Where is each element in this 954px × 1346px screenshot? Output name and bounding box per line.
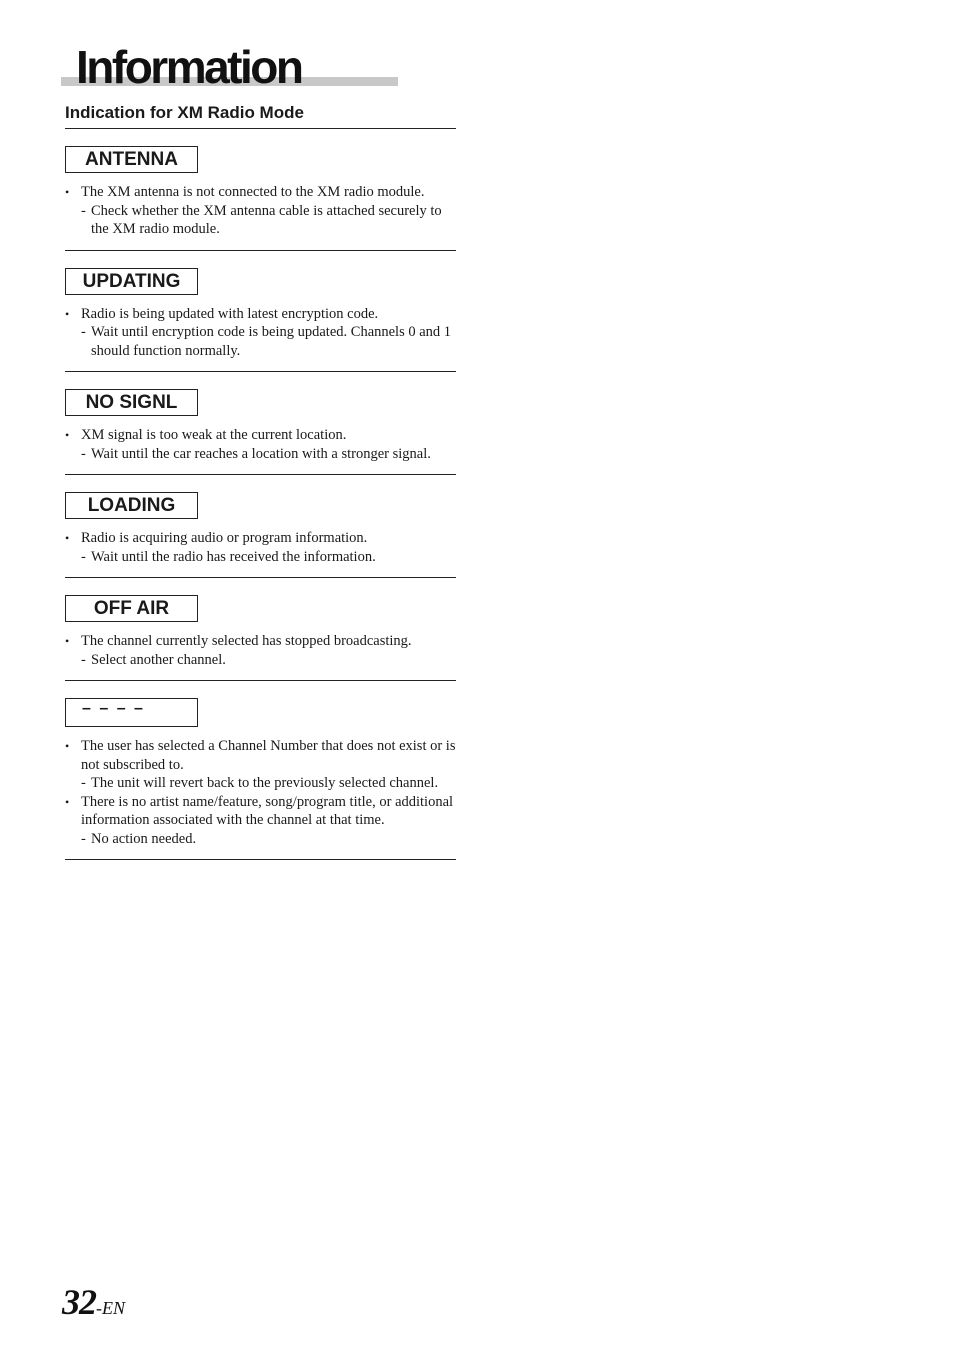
dash-icon: -: [81, 775, 86, 791]
indication-no-channel: [65, 681, 456, 860]
indication-loading: [65, 475, 456, 578]
sub-item: [65, 202, 456, 239]
sub-item-text: Wait until the radio has received the information.: [91, 548, 376, 565]
bullet-icon: •: [65, 306, 70, 321]
sub-item-text: Wait until encryption code is being updated. Channels 0 and 1 should function normally.: [91, 324, 452, 359]
item-text: Radio is acquiring audio or program information.: [81, 530, 368, 546]
indication-antenna: [65, 129, 456, 251]
sub-item-text: Check whether the XM antenna cable is attached securely to the XM radio module.: [91, 202, 442, 237]
page-number-value: 32: [62, 1282, 96, 1322]
sub-item: [65, 774, 456, 793]
item-text: The channel currently selected has stopped broadcasting.: [81, 633, 412, 649]
list-item: [65, 426, 456, 445]
indicator-label: – – – –: [65, 698, 198, 727]
indicator-label: ANTENNA: [65, 146, 198, 173]
list-item: [65, 793, 456, 830]
content-column: [65, 102, 456, 860]
item-text: The XM antenna is not connected to the XM radio module.: [81, 184, 425, 200]
indicator-label: NO SIGNL: [65, 389, 198, 416]
sub-item: [65, 445, 456, 464]
sub-item: [65, 651, 456, 670]
dash-icon: -: [81, 202, 86, 219]
list-item: [65, 632, 456, 651]
list-item: [65, 183, 456, 202]
sub-item: [65, 323, 456, 360]
section-heading: Indication for XM Radio Mode: [65, 102, 456, 129]
dash-icon: -: [81, 830, 86, 847]
list-item: [65, 737, 456, 774]
page-language-suffix: -EN: [96, 1298, 125, 1318]
indicator-label: LOADING: [65, 492, 198, 519]
indication-updating: [65, 251, 456, 373]
bullet-icon: •: [65, 634, 70, 648]
item-text: The user has selected a Channel Number that does not exist or is not subscribed to.: [81, 738, 456, 773]
item-text: There is no artist name/feature, song/program title, or additional information associated with the channel at that time.: [81, 793, 454, 828]
indicator-label: OFF AIR: [65, 595, 198, 622]
sub-item-text: No action needed.: [91, 830, 197, 847]
bullet-icon: •: [65, 531, 70, 545]
page-title: Information: [76, 41, 302, 93]
indication-off-air: [65, 578, 456, 681]
dash-icon: -: [81, 324, 86, 340]
sub-item-text: Select another channel.: [91, 651, 226, 668]
page-number: [62, 1281, 125, 1323]
dash-icon: -: [81, 651, 86, 668]
bullet-icon: •: [65, 185, 70, 199]
item-text: Radio is being updated with latest encryption code.: [81, 305, 379, 322]
sub-item: [65, 548, 456, 567]
indication-no-signal: [65, 372, 456, 475]
list-item: [65, 305, 456, 324]
list-item: [65, 529, 456, 548]
sub-item-text: Wait until the car reaches a location with a stronger signal.: [91, 445, 431, 462]
bullet-icon: •: [65, 739, 70, 753]
item-text: XM signal is too weak at the current location.: [81, 427, 347, 443]
bullet-icon: •: [65, 794, 70, 809]
bullet-icon: •: [65, 428, 70, 442]
dash-icon: -: [81, 445, 86, 462]
dash-icon: -: [81, 548, 86, 565]
indicator-label: UPDATING: [65, 268, 198, 295]
sub-item-text: The unit will revert back to the previously selected channel.: [91, 775, 439, 791]
sub-item: [65, 830, 456, 849]
